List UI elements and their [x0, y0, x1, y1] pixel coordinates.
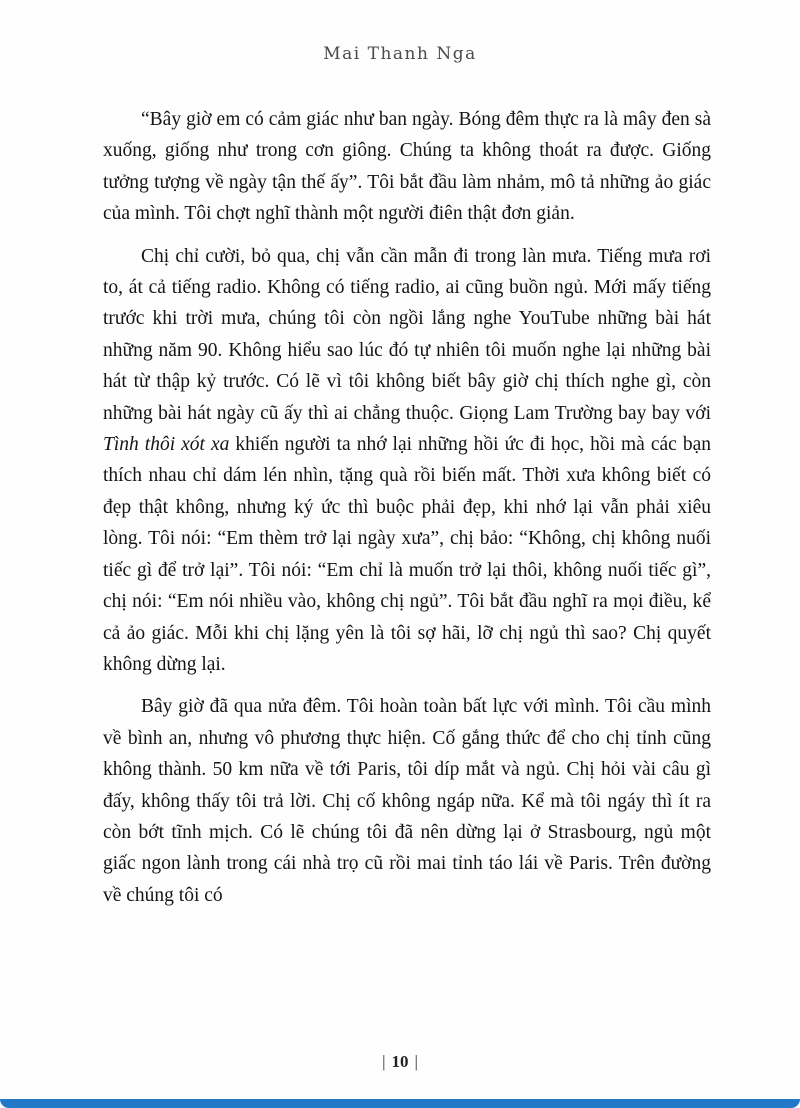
- paragraph-text: Chị chỉ cười, bỏ qua, chị vẫn cần mẫn đi trong làn mưa. Tiếng mưa rơi to, át cả tiếng radio. Không có tiếng radio, ai cũng buồn ngủ. Mới mấy tiếng trước khi trời mưa, chúng tôi còn ngồi lắng nghe YouTube những bài hát những năm 90. Không hiểu sao lúc đó tự nhiên tôi muốn nghe lại những bài hát từ thập kỷ trước. Có lẽ vì tôi không biết bây giờ chị thích nghe gì, còn những bài hát ngày cũ ấy thì ai chẳng thuộc. Giọng Lam Trường bay bay với: [103, 245, 711, 424]
- paragraph: Bây giờ đã qua nửa đêm. Tôi hoàn toàn bất lực với mình. Tôi cầu mình về bình an, nhưng vô phương thực hiện. Cố gắng thức để cho chị tỉnh cũng không thành. 50 km nữa về tới Paris, tôi díp mắt và ngủ. Chị hỏi vài câu gì đấy, không thấy tôi trả lời. Chị cố không ngáp nữa. Kể mà tôi ngáy thì ít ra còn bớt tĩnh mịch. Có lẽ chúng tôi đã nên dừng lại ở Strasbourg, ngủ một giấc ngon lành trong cái nhà trọ cũ rồi mai tỉnh táo lái về Paris. Trên đường về chúng tôi có: [103, 696, 711, 906]
- page-number-bar-left: |: [382, 1052, 386, 1071]
- page-body: [103, 104, 711, 922]
- bottom-edge-bar: [0, 1099, 800, 1108]
- running-header-author: Mai Thanh Nga: [323, 44, 477, 64]
- song-title-italic: Tình thôi xót xa: [103, 434, 230, 456]
- paragraph-text: khiến người ta nhớ lại những hồi ức đi học, hồi mà các bạn thích nhau chỉ dám lén nhìn, tặng quà rồi biến mất. Thời xưa không biết có đẹp thật không, nhưng ký ức thì buộc phải đẹp, khi nhớ lại vẫn phải xiêu lòng. Tôi nói: “Em thèm trở lại ngày xưa”, chị bảo: “Không, chị không nuối tiếc gì để trở lại”. Tôi nói: “Em chỉ là muốn trở lại thôi, không nuối tiếc gì”, chị nói: “Em nói nhiều vào, không chị ngủ”. Tôi bắt đầu nghĩ ra mọi điều, kể cả ảo giác. Mỗi khi chị lặng yên là tôi sợ hãi, lỡ chị ngủ thì sao? Chị quyết không dừng lại.: [103, 434, 712, 675]
- page-number-value: 10: [391, 1052, 409, 1071]
- paragraph: [103, 241, 711, 681]
- paragraph: “Bây giờ em có cảm giác như ban ngày. Bóng đêm thực ra là mây đen sà xuống, giống như trong cơn giông. Chúng ta không thoát ra được. Giống tưởng tượng về ngày tận thế ấy”. Tôi bắt đầu làm nhảm, mô tả những ảo giác của mình. Tôi chợt nghĩ thành một người điên thật đơn giản.: [103, 109, 711, 225]
- page-number-bar-right: |: [414, 1052, 418, 1071]
- page-number: [0, 1052, 800, 1072]
